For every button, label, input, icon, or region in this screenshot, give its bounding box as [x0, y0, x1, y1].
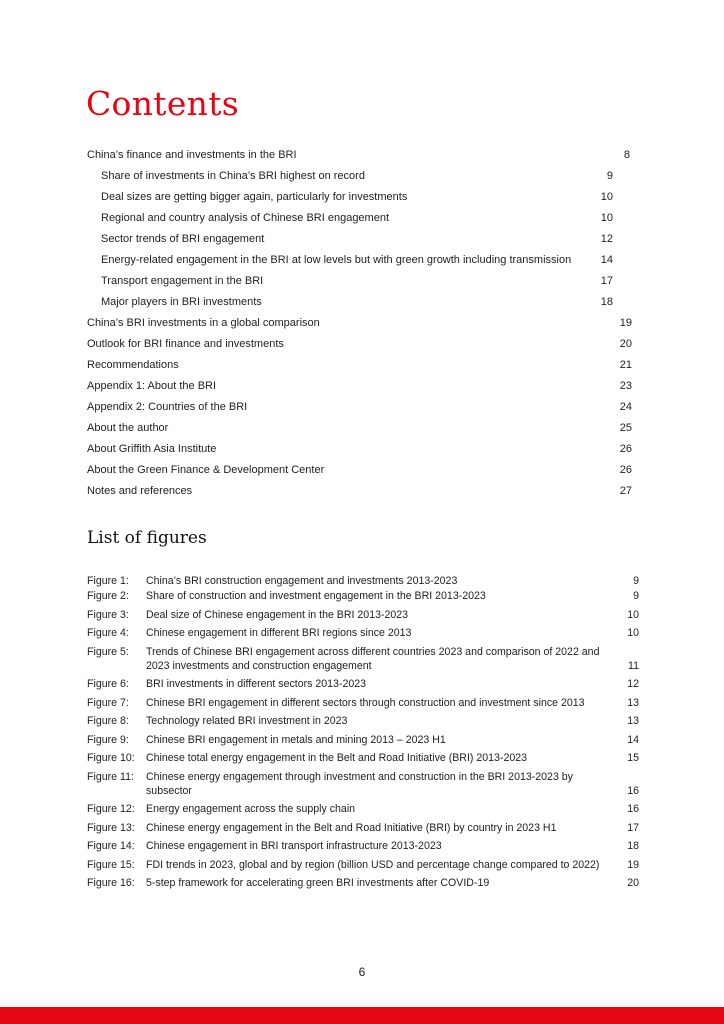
- figure-entry[interactable]: [87, 802, 639, 816]
- toc-entry[interactable]: [87, 481, 632, 502]
- toc-entry-page: 26: [619, 443, 632, 455]
- figure-page: 16: [627, 803, 639, 815]
- figure-page: 19: [627, 858, 639, 871]
- figure-entry[interactable]: [87, 645, 639, 673]
- toc-entry-label: Outlook for BRI finance and investments: [87, 338, 284, 350]
- figure-caption: Chinese engagement in BRI transport infrastructure 2013-2023: [146, 840, 442, 852]
- figure-page: 9: [633, 575, 639, 587]
- figure-number: Figure 16:: [87, 877, 135, 889]
- toc-entry[interactable]: [87, 376, 632, 397]
- figure-page: 16: [627, 784, 639, 797]
- toc-entry[interactable]: [87, 145, 632, 166]
- figure-entry[interactable]: [87, 770, 639, 798]
- figure-entry[interactable]: [87, 839, 639, 853]
- toc-entry[interactable]: [87, 397, 632, 418]
- toc-entry-label: About the author: [87, 422, 169, 434]
- figure-number: Figure 7:: [87, 696, 129, 709]
- toc-entry[interactable]: [87, 439, 632, 460]
- toc-entry-label: About the Green Finance & Development Center: [87, 464, 325, 476]
- page-number: 6: [358, 965, 366, 979]
- figure-caption: BRI investments in different sectors 2013-2023: [146, 678, 367, 690]
- figure-caption: 5-step framework for accelerating green BRI investments after COVID-19: [146, 877, 490, 889]
- toc-subentry[interactable]: [87, 187, 632, 208]
- figure-entry[interactable]: [87, 733, 639, 747]
- figure-caption: Chinese engagement in different BRI regions since 2013: [146, 627, 412, 639]
- toc-entry-page: 23: [619, 380, 632, 392]
- figure-entry[interactable]: [87, 751, 639, 765]
- figure-caption: China’s BRI construction engagement and investments 2013-2023: [146, 575, 458, 587]
- figure-number: Figure 10:: [87, 752, 135, 764]
- figure-number: Figure 8:: [87, 715, 129, 727]
- toc-entry-page: 24: [619, 401, 632, 413]
- toc-entry-page: 14: [600, 254, 613, 266]
- toc-entry-page: 8: [623, 149, 630, 161]
- figure-entry[interactable]: [87, 677, 639, 691]
- figure-number: Figure 14:: [87, 840, 135, 852]
- toc-entry-page: 17: [600, 275, 613, 287]
- toc-subentry[interactable]: [87, 292, 632, 313]
- figure-entry[interactable]: [87, 574, 639, 588]
- figure-entry[interactable]: [87, 821, 639, 835]
- figure-caption: Energy engagement across the supply chain: [146, 803, 356, 815]
- figure-caption: Trends of Chinese BRI engagement across different countries 2023 and comparison of 2022 and 2023 investments and construction engagement: [146, 645, 600, 672]
- toc-subentry[interactable]: [87, 166, 632, 187]
- page-title: Contents: [86, 84, 240, 123]
- toc-entry-label: Sector trends of BRI engagement: [101, 233, 265, 245]
- figure-caption: Chinese energy engagement in the Belt and Road Initiative (BRI) by country in 2023 H1: [146, 821, 557, 834]
- figure-page: 10: [627, 608, 639, 621]
- figure-caption: Chinese BRI engagement in metals and mining 2013 – 2023 H1: [146, 733, 446, 746]
- toc-entry-page: 26: [619, 464, 632, 476]
- toc-subentry[interactable]: [87, 250, 632, 271]
- figure-caption: Chinese total energy engagement in the Belt and Road Initiative (BRI) 2013-2023: [146, 752, 528, 764]
- figure-caption: Technology related BRI investment in 2023: [146, 715, 348, 727]
- figure-page: 20: [627, 877, 639, 889]
- figure-number: Figure 12:: [87, 803, 135, 815]
- figure-number: Figure 11:: [87, 770, 134, 783]
- figure-caption: Chinese energy engagement through investment and construction in the BRI 2013-2023 by subsector: [146, 770, 573, 797]
- figure-entry[interactable]: [87, 589, 639, 603]
- toc-entry-page: 21: [619, 359, 632, 371]
- toc-entry-label: Deal sizes are getting bigger again, particularly for investments: [101, 191, 408, 203]
- figure-caption: Chinese BRI engagement in different sectors through construction and investment since 2013: [146, 696, 585, 709]
- toc-entry-page: 9: [606, 170, 613, 182]
- figure-entry[interactable]: [87, 876, 639, 890]
- figure-number: Figure 15:: [87, 858, 135, 871]
- toc-entry-label: China’s BRI investments in a global comparison: [87, 317, 320, 329]
- figure-caption: Share of construction and investment engagement in the BRI 2013-2023: [146, 590, 486, 602]
- figure-number: Figure 9:: [87, 733, 129, 746]
- toc-entry-page: 10: [600, 191, 613, 203]
- figure-entry[interactable]: [87, 696, 639, 710]
- toc-entry-page: 20: [619, 338, 632, 350]
- toc-entry-page: 25: [619, 422, 632, 434]
- toc-entry-label: Appendix 1: About the BRI: [87, 380, 217, 392]
- toc-entry-label: Appendix 2: Countries of the BRI: [87, 401, 248, 413]
- figure-number: Figure 1:: [87, 575, 129, 587]
- figure-page: 15: [627, 752, 639, 764]
- list-of-figures-title: List of figures: [87, 528, 207, 548]
- toc-entry-label: About Griffith Asia Institute: [87, 443, 217, 455]
- figure-page: 9: [633, 590, 639, 602]
- figure-entry[interactable]: [87, 626, 639, 640]
- figure-number: Figure 6:: [87, 678, 129, 690]
- figure-page: 13: [627, 715, 639, 727]
- figure-caption: FDI trends in 2023, global and by region (billion USD and percentage change compared to 2022): [146, 858, 600, 871]
- toc-entry-label: China’s finance and investments in the BRI: [87, 149, 297, 161]
- figure-entry[interactable]: [87, 714, 639, 728]
- figure-page: 17: [627, 821, 639, 834]
- figure-entry[interactable]: [87, 608, 639, 622]
- toc-entry-page: 10: [600, 212, 613, 224]
- toc-entry-label: Transport engagement in the BRI: [101, 275, 264, 287]
- figure-number: Figure 3:: [87, 608, 129, 621]
- figure-page: 10: [627, 627, 639, 639]
- figure-page: 18: [627, 840, 639, 852]
- figure-entry[interactable]: [87, 858, 639, 872]
- figure-number: Figure 4:: [87, 627, 129, 639]
- toc-entry[interactable]: [87, 460, 632, 481]
- toc-entry-label: Major players in BRI investments: [101, 296, 262, 308]
- toc-entry-label: Share of investments in China’s BRI highest on record: [101, 170, 365, 182]
- figure-page: 11: [628, 659, 639, 672]
- table-of-contents: [87, 145, 632, 502]
- figure-page: 13: [627, 696, 639, 709]
- figure-page: 14: [627, 733, 639, 746]
- toc-entry[interactable]: [87, 334, 632, 355]
- figure-number: Figure 13:: [87, 821, 135, 834]
- figure-number: Figure 2:: [87, 590, 129, 602]
- toc-entry-page: 12: [600, 233, 613, 245]
- toc-entry-page: 27: [619, 485, 632, 497]
- toc-entry[interactable]: [87, 313, 632, 334]
- toc-subentry[interactable]: [87, 271, 632, 292]
- toc-entry[interactable]: [87, 418, 632, 439]
- toc-entry-label: Energy-related engagement in the BRI at low levels but with green growth including transmission: [101, 254, 572, 266]
- toc-entry-page: 18: [600, 296, 613, 308]
- toc-subentry[interactable]: [87, 208, 632, 229]
- figure-caption: Deal size of Chinese engagement in the BRI 2013-2023: [146, 608, 409, 621]
- figure-page: 12: [627, 678, 639, 690]
- toc-entry-label: Regional and country analysis of Chinese BRI engagement: [101, 212, 390, 224]
- figure-number: Figure 5:: [87, 645, 129, 658]
- toc-entry-label: Notes and references: [87, 485, 193, 497]
- toc-entry-label: Recommendations: [87, 359, 179, 371]
- footer-accent-bar: [0, 1007, 724, 1024]
- toc-entry[interactable]: [87, 355, 632, 376]
- list-of-figures: [87, 574, 639, 895]
- toc-entry-page: 19: [619, 317, 632, 329]
- toc-subentry[interactable]: [87, 229, 632, 250]
